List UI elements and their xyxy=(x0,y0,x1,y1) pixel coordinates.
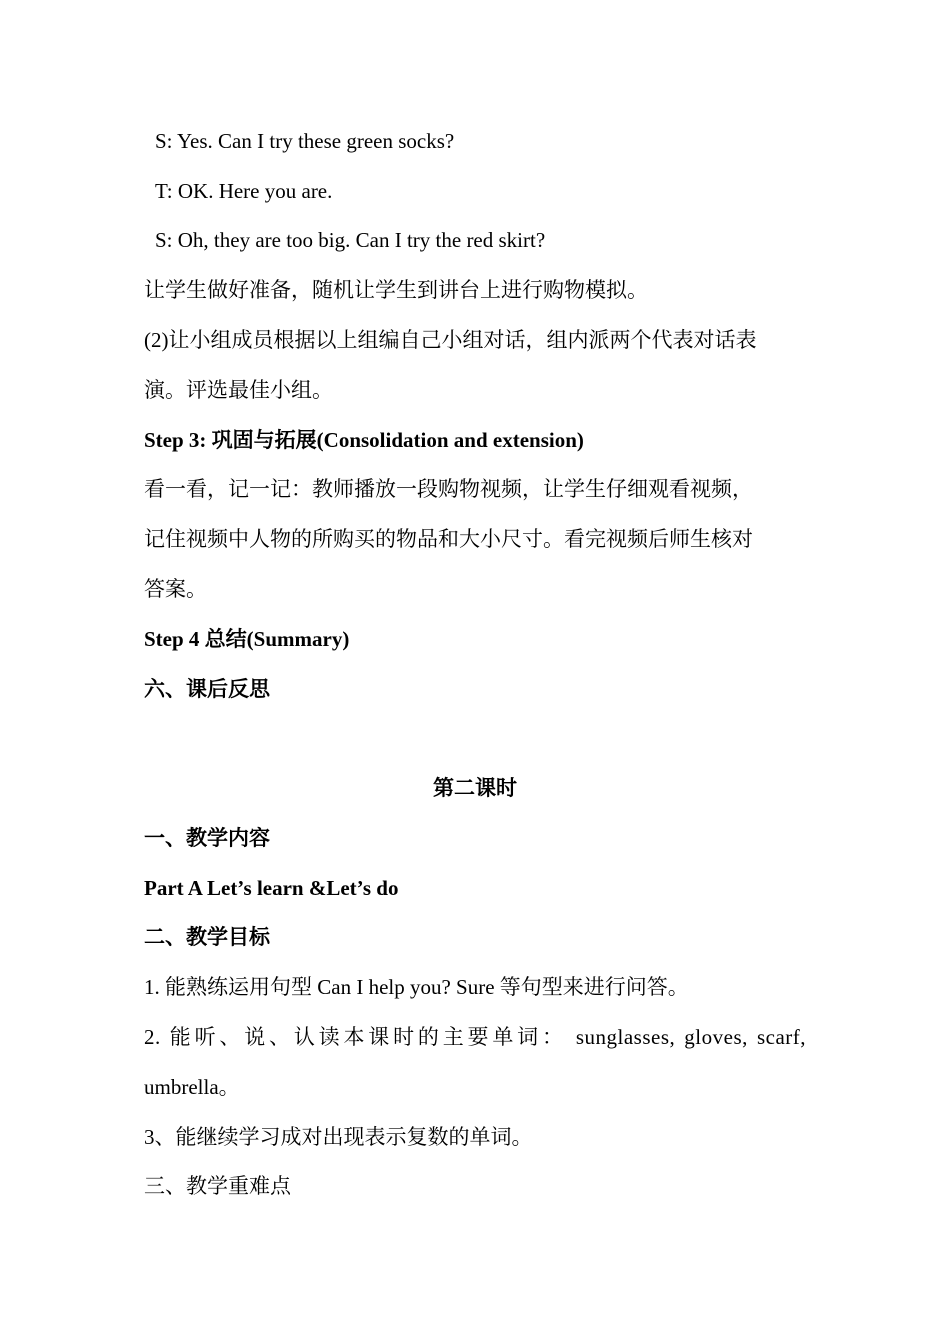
look-paragraph-line-2: 记住视频中人物的所购买的物品和大小尺寸。看完视频后师生核对 xyxy=(144,527,753,551)
group-paragraph-line-1: (2)让小组成员根据以上组编自己小组对话，组内派两个代表对话表 xyxy=(144,328,757,352)
goal-2-line-1: 2. 能听、说、认读本课时的主要单词： sunglasses, gloves, scarf, xyxy=(144,1025,806,1049)
dialogue-line-1: S: Yes. Can I try these green socks? xyxy=(155,129,455,153)
group-paragraph-line-2: 演。评选最佳小组。 xyxy=(144,378,333,402)
dialogue-line-3: S: Oh, they are too big. Can I try the red skirt? xyxy=(155,228,546,252)
step3-heading: Step 3: 巩固与拓展(Consolidation and extension) xyxy=(144,428,584,452)
look-paragraph-line-1: 看一看，记一记：教师播放一段购物视频，让学生仔细观看视频， xyxy=(144,477,753,501)
content-text: Part A Let’s learn &Let’s do xyxy=(144,876,399,900)
goals-heading: 二、教学目标 xyxy=(144,925,270,949)
dialogue-line-2: T: OK. Here you are. xyxy=(155,179,333,203)
look-paragraph-line-3: 答案。 xyxy=(144,577,207,601)
content-heading: 一、教学内容 xyxy=(144,826,270,850)
key-points-heading: 三、教学重难点 xyxy=(144,1174,291,1198)
goal-2-line-2: umbrella。 xyxy=(144,1075,240,1099)
prepare-paragraph: 让学生做好准备，随机让学生到讲台上进行购物模拟。 xyxy=(144,278,648,302)
reflection-heading: 六、课后反思 xyxy=(144,677,270,701)
goal-1: 1. 能熟练运用句型 Can I help you? Sure 等句型来进行问答。 xyxy=(144,975,689,999)
step4-heading: Step 4 总结(Summary) xyxy=(144,627,350,651)
goal-3: 3、能继续学习成对出现表示复数的单词。 xyxy=(144,1125,533,1149)
lesson2-title: 第二课时 xyxy=(433,776,517,800)
